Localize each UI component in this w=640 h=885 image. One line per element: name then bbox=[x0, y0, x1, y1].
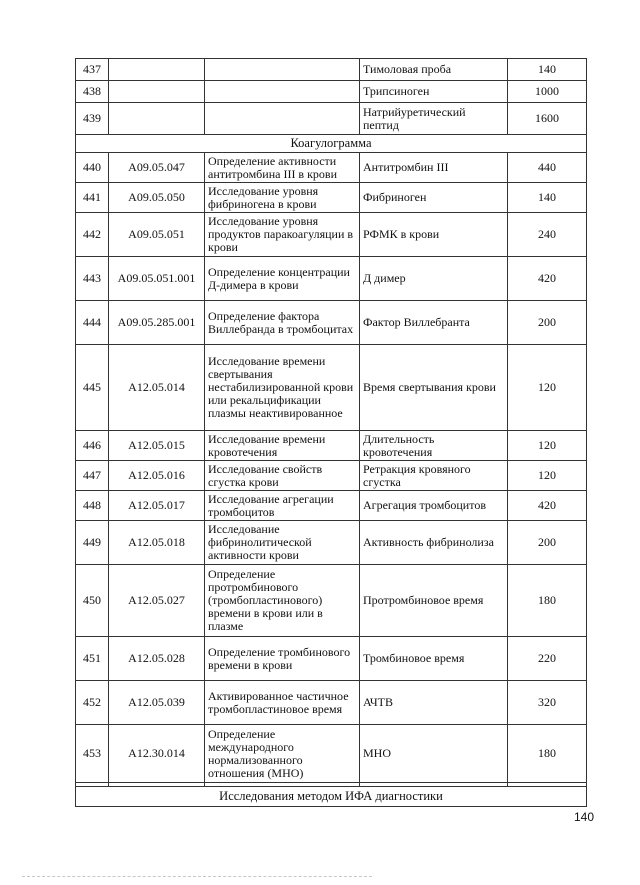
service-title: Д димер bbox=[360, 257, 508, 301]
service-title: Фибриноген bbox=[360, 183, 508, 213]
section-row-ifa bbox=[76, 787, 587, 807]
table-row bbox=[76, 257, 587, 301]
service-name: Определение активности антитромбина III в крови bbox=[205, 153, 360, 183]
service-title: Антитромбин III bbox=[360, 153, 508, 183]
service-title: Тромбиновое время bbox=[360, 637, 508, 681]
service-name: Определение протромбинового (тромбопластинового) времени в крови или в плазме bbox=[205, 565, 360, 637]
service-price: 180 bbox=[508, 565, 587, 637]
service-price: 240 bbox=[508, 213, 587, 257]
service-title: Длительность кровотечения bbox=[360, 431, 508, 461]
row-number: 445 bbox=[76, 345, 109, 431]
row-number: 453 bbox=[76, 725, 109, 783]
service-code: A09.05.051.001 bbox=[109, 257, 205, 301]
service-name: Исследование уровня фибриногена в крови bbox=[205, 183, 360, 213]
row-number: 437 bbox=[76, 59, 109, 81]
service-price: 140 bbox=[508, 59, 587, 81]
row-number: 439 bbox=[76, 103, 109, 135]
service-price: 320 bbox=[508, 681, 587, 725]
row-number: 452 bbox=[76, 681, 109, 725]
service-title: Активность фибринолиза bbox=[360, 521, 508, 565]
service-code bbox=[109, 59, 205, 81]
service-price: 120 bbox=[508, 431, 587, 461]
service-name: Исследование свойств сгустка крови bbox=[205, 461, 360, 491]
service-title: Время свертывания крови bbox=[360, 345, 508, 431]
table-row bbox=[76, 103, 587, 135]
service-code: A12.05.017 bbox=[109, 491, 205, 521]
service-code: A09.05.047 bbox=[109, 153, 205, 183]
table-row bbox=[76, 345, 587, 431]
table-row bbox=[76, 521, 587, 565]
table-row bbox=[76, 725, 587, 783]
service-price: 180 bbox=[508, 725, 587, 783]
row-number: 448 bbox=[76, 491, 109, 521]
service-price: 420 bbox=[508, 491, 587, 521]
service-name: Активированное частичное тромбопластиновое время bbox=[205, 681, 360, 725]
table-row bbox=[76, 81, 587, 103]
row-number: 450 bbox=[76, 565, 109, 637]
service-code: A12.05.018 bbox=[109, 521, 205, 565]
service-code: A12.05.039 bbox=[109, 681, 205, 725]
table-row bbox=[76, 681, 587, 725]
table-row bbox=[76, 153, 587, 183]
service-title: РФМК в крови bbox=[360, 213, 508, 257]
row-number: 438 bbox=[76, 81, 109, 103]
row-number: 442 bbox=[76, 213, 109, 257]
service-name: Исследование фибринолитической активности крови bbox=[205, 521, 360, 565]
service-name: Исследование уровня продуктов паракоагуляции в крови bbox=[205, 213, 360, 257]
service-name: Исследование агрегации тромбоцитов bbox=[205, 491, 360, 521]
service-code: A12.05.014 bbox=[109, 345, 205, 431]
service-title: Натрийуретический пептид bbox=[360, 103, 508, 135]
table-body-top bbox=[76, 59, 587, 807]
service-name: Исследование времени кровотечения bbox=[205, 431, 360, 461]
service-code: A12.30.014 bbox=[109, 725, 205, 783]
footer-divider bbox=[22, 876, 372, 877]
service-code bbox=[109, 103, 205, 135]
page-number: 140 bbox=[574, 810, 595, 824]
table-row bbox=[76, 213, 587, 257]
service-title: МНО bbox=[360, 725, 508, 783]
table-row bbox=[76, 491, 587, 521]
service-title: Протромбиновое время bbox=[360, 565, 508, 637]
service-price: 420 bbox=[508, 257, 587, 301]
row-number: 444 bbox=[76, 301, 109, 345]
service-name bbox=[205, 81, 360, 103]
service-name: Определение международного нормализованного отношения (МНО) bbox=[205, 725, 360, 783]
service-code: A09.05.050 bbox=[109, 183, 205, 213]
service-name: Исследование времени свертывания нестабилизированной крови или рекальцификации плазмы неактивированное bbox=[205, 345, 360, 431]
service-code: A09.05.285.001 bbox=[109, 301, 205, 345]
service-price: 220 bbox=[508, 637, 587, 681]
service-name bbox=[205, 59, 360, 81]
service-title: Фактор Виллебранта bbox=[360, 301, 508, 345]
service-title: Тимоловая проба bbox=[360, 59, 508, 81]
table-row bbox=[76, 59, 587, 81]
table-row bbox=[76, 183, 587, 213]
table-row bbox=[76, 565, 587, 637]
section-title: Исследования методом ИФА диагностики bbox=[76, 787, 587, 807]
price-table bbox=[75, 58, 587, 807]
service-code: A09.05.051 bbox=[109, 213, 205, 257]
service-price: 120 bbox=[508, 345, 587, 431]
service-name: Определение тромбинового времени в крови bbox=[205, 637, 360, 681]
service-price: 200 bbox=[508, 521, 587, 565]
row-number: 441 bbox=[76, 183, 109, 213]
service-price: 200 bbox=[508, 301, 587, 345]
service-code bbox=[109, 81, 205, 103]
table-row bbox=[76, 461, 587, 491]
service-name: Определение концентрации Д-димера в крови bbox=[205, 257, 360, 301]
table-row bbox=[76, 301, 587, 345]
section-title: Коагулограмма bbox=[76, 135, 587, 153]
table-row bbox=[76, 637, 587, 681]
service-code: A12.05.015 bbox=[109, 431, 205, 461]
row-number: 446 bbox=[76, 431, 109, 461]
row-number: 440 bbox=[76, 153, 109, 183]
row-number: 443 bbox=[76, 257, 109, 301]
service-price: 1000 bbox=[508, 81, 587, 103]
row-number: 449 bbox=[76, 521, 109, 565]
service-name: Определение фактора Виллебранда в тромбоцитах bbox=[205, 301, 360, 345]
service-price: 140 bbox=[508, 183, 587, 213]
service-title: АЧТВ bbox=[360, 681, 508, 725]
service-price: 120 bbox=[508, 461, 587, 491]
service-title: Ретракция кровяного сгустка bbox=[360, 461, 508, 491]
service-code: A12.05.027 bbox=[109, 565, 205, 637]
row-number: 447 bbox=[76, 461, 109, 491]
service-price: 1600 bbox=[508, 103, 587, 135]
table-row bbox=[76, 431, 587, 461]
service-title: Трипсиноген bbox=[360, 81, 508, 103]
row-number: 451 bbox=[76, 637, 109, 681]
section-row-coagulogram bbox=[76, 135, 587, 153]
service-code: A12.05.028 bbox=[109, 637, 205, 681]
service-title: Агрегация тромбоцитов bbox=[360, 491, 508, 521]
service-code: A12.05.016 bbox=[109, 461, 205, 491]
service-name bbox=[205, 103, 360, 135]
service-price: 440 bbox=[508, 153, 587, 183]
